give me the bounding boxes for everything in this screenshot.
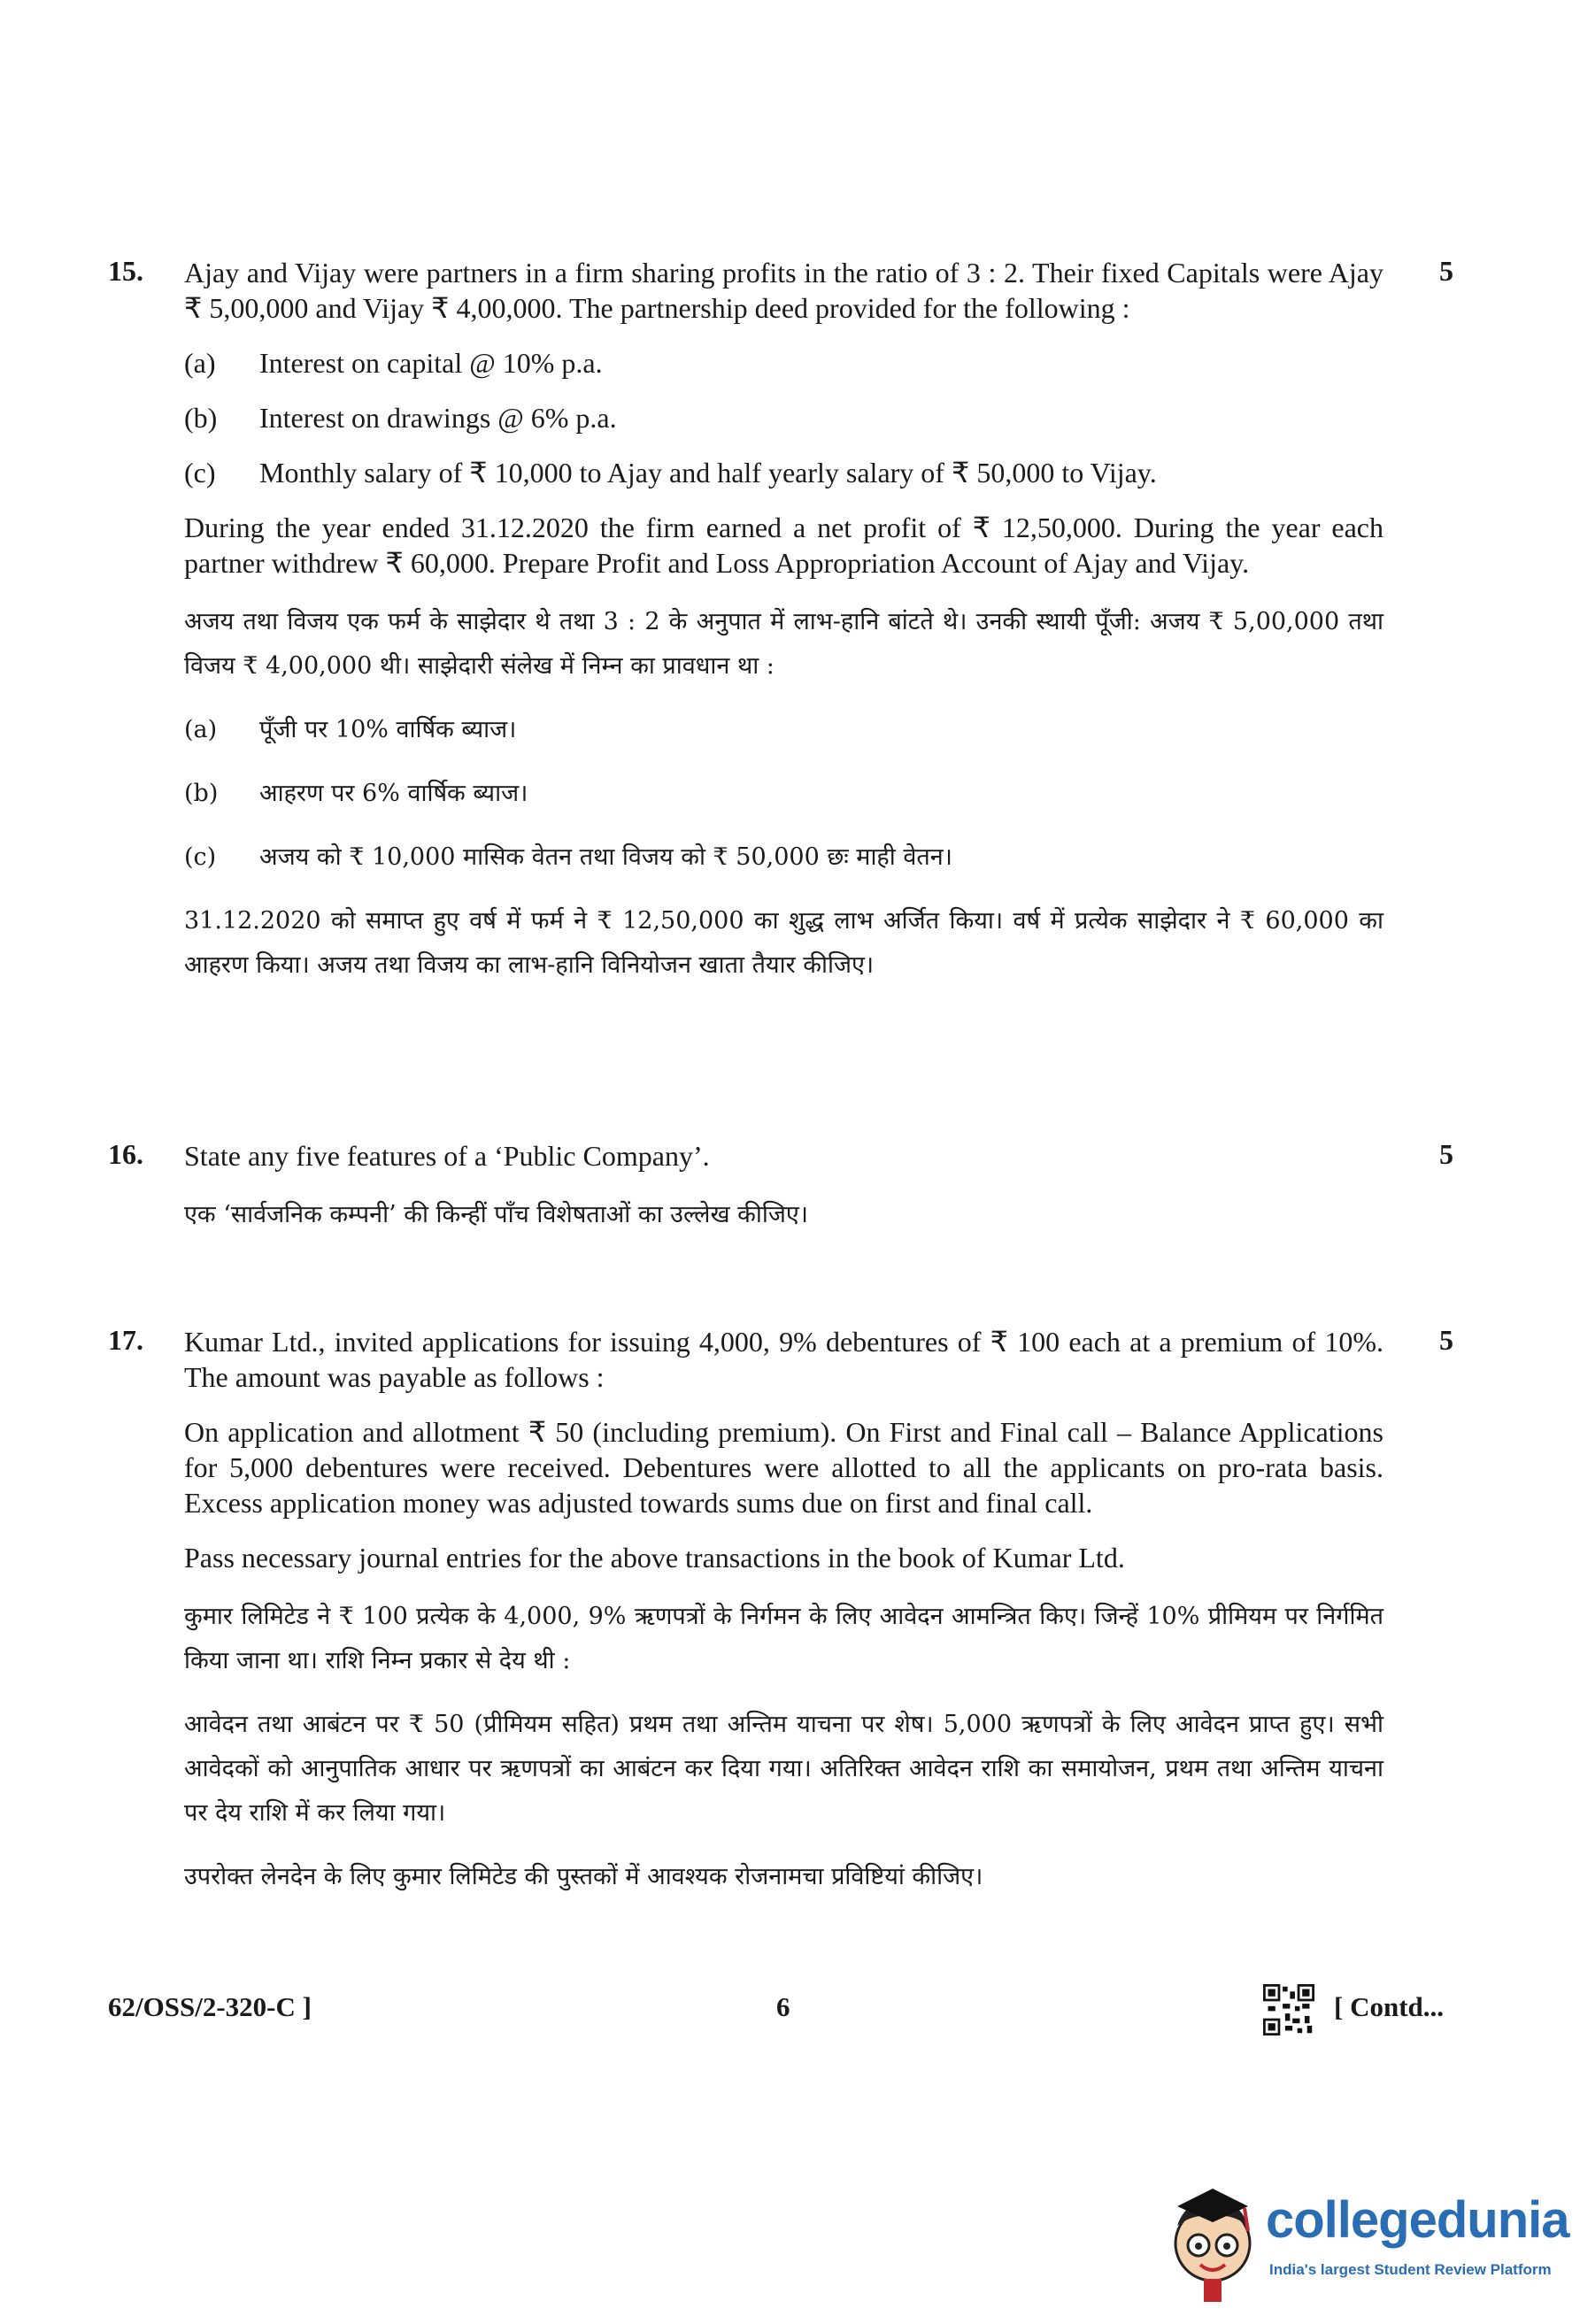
question-16-hi: एक ‘सार्वजनिक कम्पनी’ की किन्हीं पाँच विशेषताओं का उल्लेख कीजिए। bbox=[184, 1201, 809, 1228]
question-16-en: State any five features of a ‘Public Company’. bbox=[184, 1140, 710, 1172]
paper-code: 62/OSS/2-320-C ] bbox=[108, 1991, 312, 2022]
brand-name: collegedunia bbox=[1266, 2191, 1569, 2249]
item-text: Interest on capital @ 10% p.a. bbox=[259, 347, 603, 379]
question-15 bbox=[108, 255, 1453, 1007]
question-15-item-a-en bbox=[184, 345, 1383, 381]
item-label: (b) bbox=[184, 780, 219, 807]
qr-code-icon bbox=[1263, 1984, 1314, 2035]
page-number: 6 bbox=[776, 1991, 790, 2022]
brand-tagline: India's largest Student Review Platform bbox=[1269, 2261, 1552, 2278]
question-15-item-b-hi bbox=[184, 772, 1383, 816]
question-17 bbox=[108, 1324, 1453, 1919]
question-17-para2-hi: आवेदन तथा आबंटन पर ₹ 50 (प्रीमियम सहित) प्रथम तथा अन्तिम याचना पर शेष। 5,000 ऋणपत्रों के लिए आवेदन प्राप्त हुए। सभी आवेदकों को आनुपातिक आधार पर ऋणपत्रों का आबंटन कर दिया गया। अतिरिक्त आवेदन राशि का समायोजन, प्रथम तथा अन्तिम याचना पर देय राशि में कर लिया गया। bbox=[184, 1711, 1383, 1827]
question-15-intro-hi: अजय तथा विजय एक फर्म के साझेदार थे तथा 3 : 2 के अनुपात में लाभ-हानि बांटते थे। उनकी स्थायी पूँजी: अजय ₹ 5,00,000 तथा विजय ₹ 4,00,000 थी। साझेदारी संलेख में निम्न का प्रावधान था : bbox=[184, 608, 1383, 680]
item-text: अजय को ₹ 10,000 मासिक वेतन तथा विजय को ₹ 50,000 छः माही वेतन। bbox=[259, 843, 952, 871]
question-16 bbox=[108, 1138, 1453, 1257]
collegedunia-logo bbox=[1160, 2173, 1567, 2305]
continued-label: [ Contd... bbox=[1334, 1991, 1445, 2022]
question-17-para3-en: Pass necessary journal entries for the above transactions in the book of Kumar Ltd. bbox=[184, 1542, 1125, 1574]
item-label: (b) bbox=[184, 402, 218, 434]
item-label: (c) bbox=[184, 843, 217, 871]
question-17-para2-en: On application and allotment ₹ 50 (including premium). On First and Final call – Balance Applications for 5,000 debentures were received. Debentures were allotted to all the applicants on pro-rata basis. Excess application money was adjusted towards sums due on first and final call. bbox=[184, 1416, 1383, 1519]
question-17-para3-hi: उपरोक्त लेनदेन के लिए कुमार लिमिटेड की पुस्तकों में आवश्यक रोजनामचा प्रविष्टियां कीजिए। bbox=[184, 1863, 983, 1890]
question-15-outro-hi: 31.12.2020 को समाप्त हुए वर्ष में फर्म ने ₹ 12,50,000 का शुद्ध लाभ अर्जित किया। वर्ष में प्रत्येक साझेदार ने ₹ 60,000 का आहरण किया। अजय तथा विजय का लाभ-हानि विनियोजन खाता तैयार कीजिए। bbox=[184, 907, 1383, 979]
question-marks: 5 bbox=[1439, 1324, 1453, 1356]
question-marks: 5 bbox=[1439, 1138, 1453, 1170]
question-15-item-b-en bbox=[184, 400, 1383, 435]
item-label: (a) bbox=[184, 347, 216, 379]
question-15-intro-en: Ajay and Vijay were partners in a firm sharing profits in the ratio of 3 : 2. Their fixed Capitals were Ajay ₹ 5,00,000 and Vijay ₹ 4,00,000. The partnership deed provided for the following : bbox=[184, 257, 1383, 324]
question-15-outro-en: During the year ended 31.12.2020 the firm earned a net profit of ₹ 12,50,000. During the year each partner withdrew ₹ 60,000. Prepare Profit and Loss Appropriation Account of Ajay and Vijay. bbox=[184, 512, 1383, 579]
mascot-icon bbox=[1160, 2173, 1266, 2305]
question-marks: 5 bbox=[1439, 255, 1453, 287]
item-label: (a) bbox=[184, 716, 218, 743]
item-text: पूँजी पर 10% वार्षिक ब्याज। bbox=[259, 716, 517, 743]
question-15-item-a-hi bbox=[184, 708, 1383, 752]
question-17-para1-en: Kumar Ltd., invited applications for issuing 4,000, 9% debentures of ₹ 100 each at a premium of 10%. The amount was payable as follows : bbox=[184, 1326, 1383, 1393]
question-number: 17. bbox=[108, 1324, 143, 1356]
question-number: 15. bbox=[108, 255, 143, 287]
question-15-item-c-hi bbox=[184, 835, 1383, 880]
item-label: (c) bbox=[184, 457, 216, 489]
page-footer bbox=[108, 1991, 1462, 2035]
item-text: आहरण पर 6% वार्षिक ब्याज। bbox=[259, 780, 528, 807]
question-17-para1-hi: कुमार लिमिटेड ने ₹ 100 प्रत्येक के 4,000, 9% ऋणपत्रों के निर्गमन के लिए आवेदन आमन्त्रित किए। जिन्हें 10% प्रीमियम पर निर्गमित किया जाना था। राशि निम्न प्रकार से देय थी : bbox=[184, 1603, 1383, 1674]
item-text: Interest on drawings @ 6% p.a. bbox=[259, 402, 617, 434]
question-15-item-c-en bbox=[184, 455, 1383, 490]
question-number: 16. bbox=[108, 1138, 143, 1170]
item-text: Monthly salary of ₹ 10,000 to Ajay and half yearly salary of ₹ 50,000 to Vijay. bbox=[259, 457, 1157, 489]
